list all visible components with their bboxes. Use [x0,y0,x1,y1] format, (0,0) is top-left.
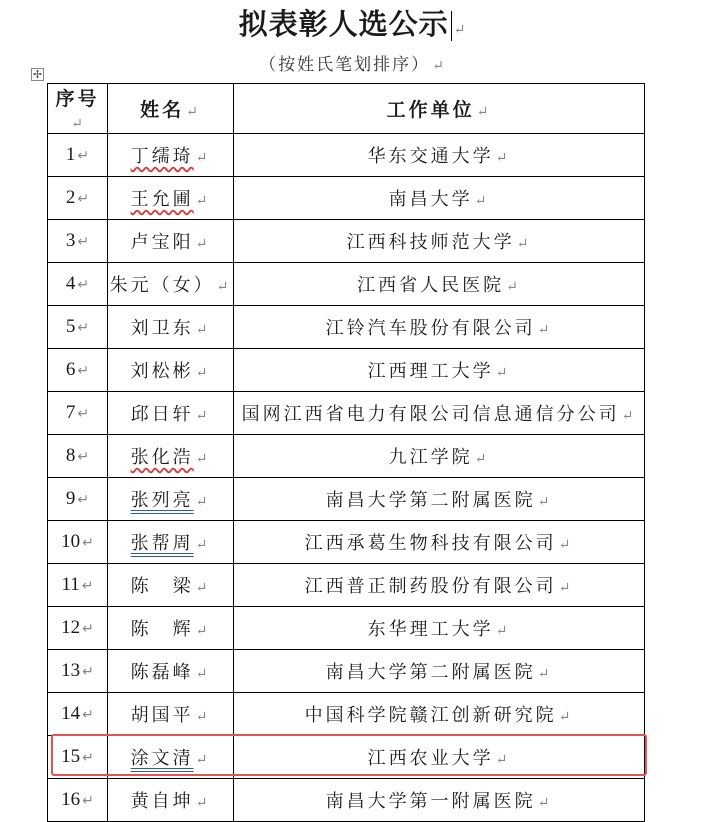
cell-organization[interactable] [234,263,645,306]
table-row [48,736,645,779]
paragraph-mark-icon: ↵ [537,666,553,682]
cell-index[interactable] [48,134,108,177]
table-header-row [48,84,645,134]
cell-index[interactable] [48,306,108,349]
cell-name-text: 王允圃 [130,189,194,210]
cell-name[interactable] [108,263,234,306]
paragraph-mark-icon: ↵ [77,321,90,336]
cell-name[interactable] [108,650,234,693]
cell-organization[interactable] [234,779,645,822]
paragraph-mark-icon: ↵ [621,408,637,424]
cell-index[interactable] [48,263,108,306]
paragraph-mark-icon: ↵ [195,408,211,424]
paragraph-mark-icon: ↵ [195,451,211,467]
cell-index[interactable] [48,650,108,693]
paragraph-mark-icon: ↵ [195,150,211,166]
cell-name-text: 张帮周 [130,533,194,554]
cell-index[interactable] [48,693,108,736]
paragraph-mark-icon: ↵ [195,537,211,553]
paragraph-mark-icon: ↵ [71,116,86,132]
paragraph-mark-icon: ↵ [81,579,94,594]
cell-name[interactable] [108,521,234,564]
cell-index-text: 4 [65,273,76,294]
cell-organization-text: 江西承葛生物科技有限公司 [304,533,557,554]
paragraph-mark-icon: ↵ [195,795,211,811]
paragraph-mark-icon: ↵ [82,751,94,766]
paragraph-mark-icon: ↵ [495,623,511,639]
paragraph-mark-icon: ↵ [537,322,553,338]
paragraph-mark-icon: ↵ [82,536,94,551]
cell-organization[interactable] [234,693,645,736]
cell-index-text: 14 [61,703,81,724]
cell-name[interactable] [108,435,234,478]
paragraph-mark-icon: ↵ [537,795,553,811]
text-cursor [451,11,452,41]
paragraph-mark-icon: ↵ [77,235,90,250]
paragraph-mark-icon: ↵ [77,149,90,164]
paragraph-mark-icon: ↵ [77,407,90,422]
paragraph-mark-icon: ↵ [82,665,94,680]
cell-name-text: 张化浩 [130,447,194,468]
cell-organization[interactable] [234,478,645,521]
paragraph-mark-icon: ↵ [506,279,521,295]
paragraph-mark-icon: ↵ [186,104,201,120]
cell-name[interactable] [108,306,234,349]
table-row [48,693,645,736]
cell-index-text: 12 [61,617,81,638]
cell-name[interactable] [108,607,234,650]
cell-organization-text: 江西省人民医院 [357,275,505,296]
document-title [0,6,705,48]
cell-organization-text: 南昌大学 [388,189,473,210]
paragraph-mark-icon: ↵ [495,752,511,768]
cell-index[interactable] [48,779,108,822]
cell-name-text: 胡国平 [130,705,194,726]
paragraph-mark-icon: ↵ [195,752,211,768]
cell-organization[interactable] [234,134,645,177]
cell-name[interactable] [108,177,234,220]
cell-index-text: 1 [65,144,76,165]
cell-index-text: 9 [65,488,76,509]
table-row [48,607,645,650]
paragraph-mark-icon: ↵ [195,709,211,725]
table-row [48,220,645,263]
header-organization: 工作单位 ↵ [234,84,645,134]
paragraph-mark-icon: ↵ [82,708,94,723]
cell-organization[interactable] [234,177,645,220]
cell-index-text: 13 [61,660,81,681]
cell-index-text: 15 [61,746,81,767]
cell-index[interactable] [48,607,108,650]
cell-index[interactable] [48,736,108,779]
table-move-handle-icon[interactable]: ✢ [32,68,43,81]
cell-index-text: 6 [65,359,76,380]
cell-organization-text: 江西普正制药股份有限公司 [304,576,557,597]
cell-index[interactable] [48,478,108,521]
cell-index[interactable] [48,349,108,392]
cell-organization-text: 南昌大学第二附属医院 [325,490,536,511]
cell-name-text: 黄自坤 [130,791,194,812]
cell-name-text: 邱日轩 [130,404,194,425]
cell-index[interactable] [48,392,108,435]
table-row [48,392,645,435]
paragraph-mark-icon: ↵ [453,22,467,38]
candidates-table [47,83,645,822]
cell-organization[interactable] [234,564,645,607]
cell-organization-text: 国网江西省电力有限公司信息通信分公司 [241,404,620,425]
paragraph-mark-icon: ↵ [558,709,574,725]
paragraph-mark-icon: ↵ [474,193,490,209]
subtitle-text: （按姓氏笔划排序） [259,55,431,75]
title-text: 拟表彰人选公示 [238,7,449,41]
table-row [48,779,645,822]
paragraph-mark-icon: ↵ [77,364,90,379]
cell-name[interactable] [108,693,234,736]
cell-organization[interactable] [234,607,645,650]
header-name: 姓名 ↵ [108,84,234,134]
cell-name[interactable] [108,349,234,392]
cell-organization-text: 东华理工大学 [367,619,494,640]
cell-name[interactable] [108,779,234,822]
table-row [48,263,645,306]
cell-name-text: 刘松彬 [130,361,194,382]
cell-index[interactable] [48,435,108,478]
table-row [48,306,645,349]
cell-organization[interactable] [234,435,645,478]
paragraph-mark-icon: ↵ [195,623,211,639]
document-subtitle [0,50,705,75]
paragraph-mark-icon: ↵ [82,622,94,637]
paragraph-mark-icon: ↵ [195,193,211,209]
paragraph-mark-icon: ↵ [195,494,211,510]
cell-organization-text: 江铃汽车股份有限公司 [325,318,536,339]
paragraph-mark-icon: ↵ [82,794,94,809]
table-row [48,478,645,521]
cell-name[interactable] [108,478,234,521]
cell-name[interactable] [108,220,234,263]
paragraph-mark-icon: ↵ [195,322,211,338]
cell-name-text: 涂文清 [130,748,194,769]
cell-name-text: 刘卫东 [130,318,194,339]
cell-name-text: 朱元（女） [109,275,215,296]
paragraph-mark-icon: ↵ [77,192,90,207]
cell-index-text: 3 [65,230,76,251]
table-row [48,177,645,220]
cell-organization[interactable] [234,736,645,779]
cell-name[interactable] [108,736,234,779]
paragraph-mark-icon: ↵ [195,580,211,596]
cell-organization[interactable] [234,306,645,349]
cell-organization-text: 南昌大学第二附属医院 [325,662,536,683]
cell-organization-text: 九江学院 [388,447,473,468]
paragraph-mark-icon: ↵ [474,451,490,467]
paragraph-mark-icon: ↵ [476,104,492,120]
paragraph-mark-icon: ↵ [558,537,574,553]
paragraph-mark-icon: ↵ [77,278,90,293]
cell-name-text: 陈磊峰 [130,662,194,683]
paragraph-mark-icon: ↵ [195,666,211,682]
cell-index-text: 16 [61,789,81,810]
cell-name[interactable] [108,134,234,177]
cell-organization-text: 南昌大学第一附属医院 [325,791,536,812]
cell-index[interactable] [48,521,108,564]
cell-index[interactable] [48,177,108,220]
cell-index[interactable] [48,564,108,607]
cell-index-text: 2 [65,187,76,208]
paragraph-mark-icon: ↵ [558,580,574,596]
paragraph-mark-icon: ↵ [216,279,232,295]
paragraph-mark-icon: ↵ [495,365,511,381]
table-row [48,435,645,478]
table-row [48,564,645,607]
cell-organization-text: 华东交通大学 [367,146,494,167]
table-row [48,349,645,392]
cell-name-text: 卢宝阳 [130,232,194,253]
cell-index-text: 10 [61,531,81,552]
table-row [48,521,645,564]
cell-name[interactable] [108,564,234,607]
paragraph-mark-icon: ↵ [537,494,553,510]
cell-name[interactable] [108,392,234,435]
cell-name-text: 陈 梁 [130,576,194,597]
paragraph-mark-icon: ↵ [432,58,446,74]
cell-index-text: 5 [65,316,76,337]
paragraph-mark-icon: ↵ [516,236,532,252]
cell-organization[interactable] [234,650,645,693]
paragraph-mark-icon: ↵ [195,365,211,381]
table-row [48,650,645,693]
paragraph-mark-icon: ↵ [495,150,511,166]
cell-name-text: 张列亮 [130,490,194,511]
cell-index-text: 8 [65,445,76,466]
cell-organization-text: 江西理工大学 [367,361,494,382]
cell-index[interactable] [48,220,108,263]
cell-name-text: 丁𦈡琦 [130,146,194,167]
cell-index-text: 7 [65,402,76,423]
paragraph-mark-icon: ↵ [77,493,90,508]
cell-organization[interactable] [234,349,645,392]
cell-name-text: 陈 辉 [130,619,194,640]
cell-organization-text: 中国科学院赣江创新研究院 [304,705,557,726]
table-row [48,134,645,177]
cell-organization-text: 江西科技师范大学 [346,232,515,253]
cell-organization[interactable] [234,392,645,435]
cell-index-text: 11 [61,574,80,595]
cell-organization[interactable] [234,521,645,564]
paragraph-mark-icon: ↵ [77,450,90,465]
paragraph-mark-icon: ↵ [195,236,211,252]
header-index: 序号↵ [48,84,108,134]
cell-organization[interactable] [234,220,645,263]
cell-organization-text: 江西农业大学 [367,748,494,769]
